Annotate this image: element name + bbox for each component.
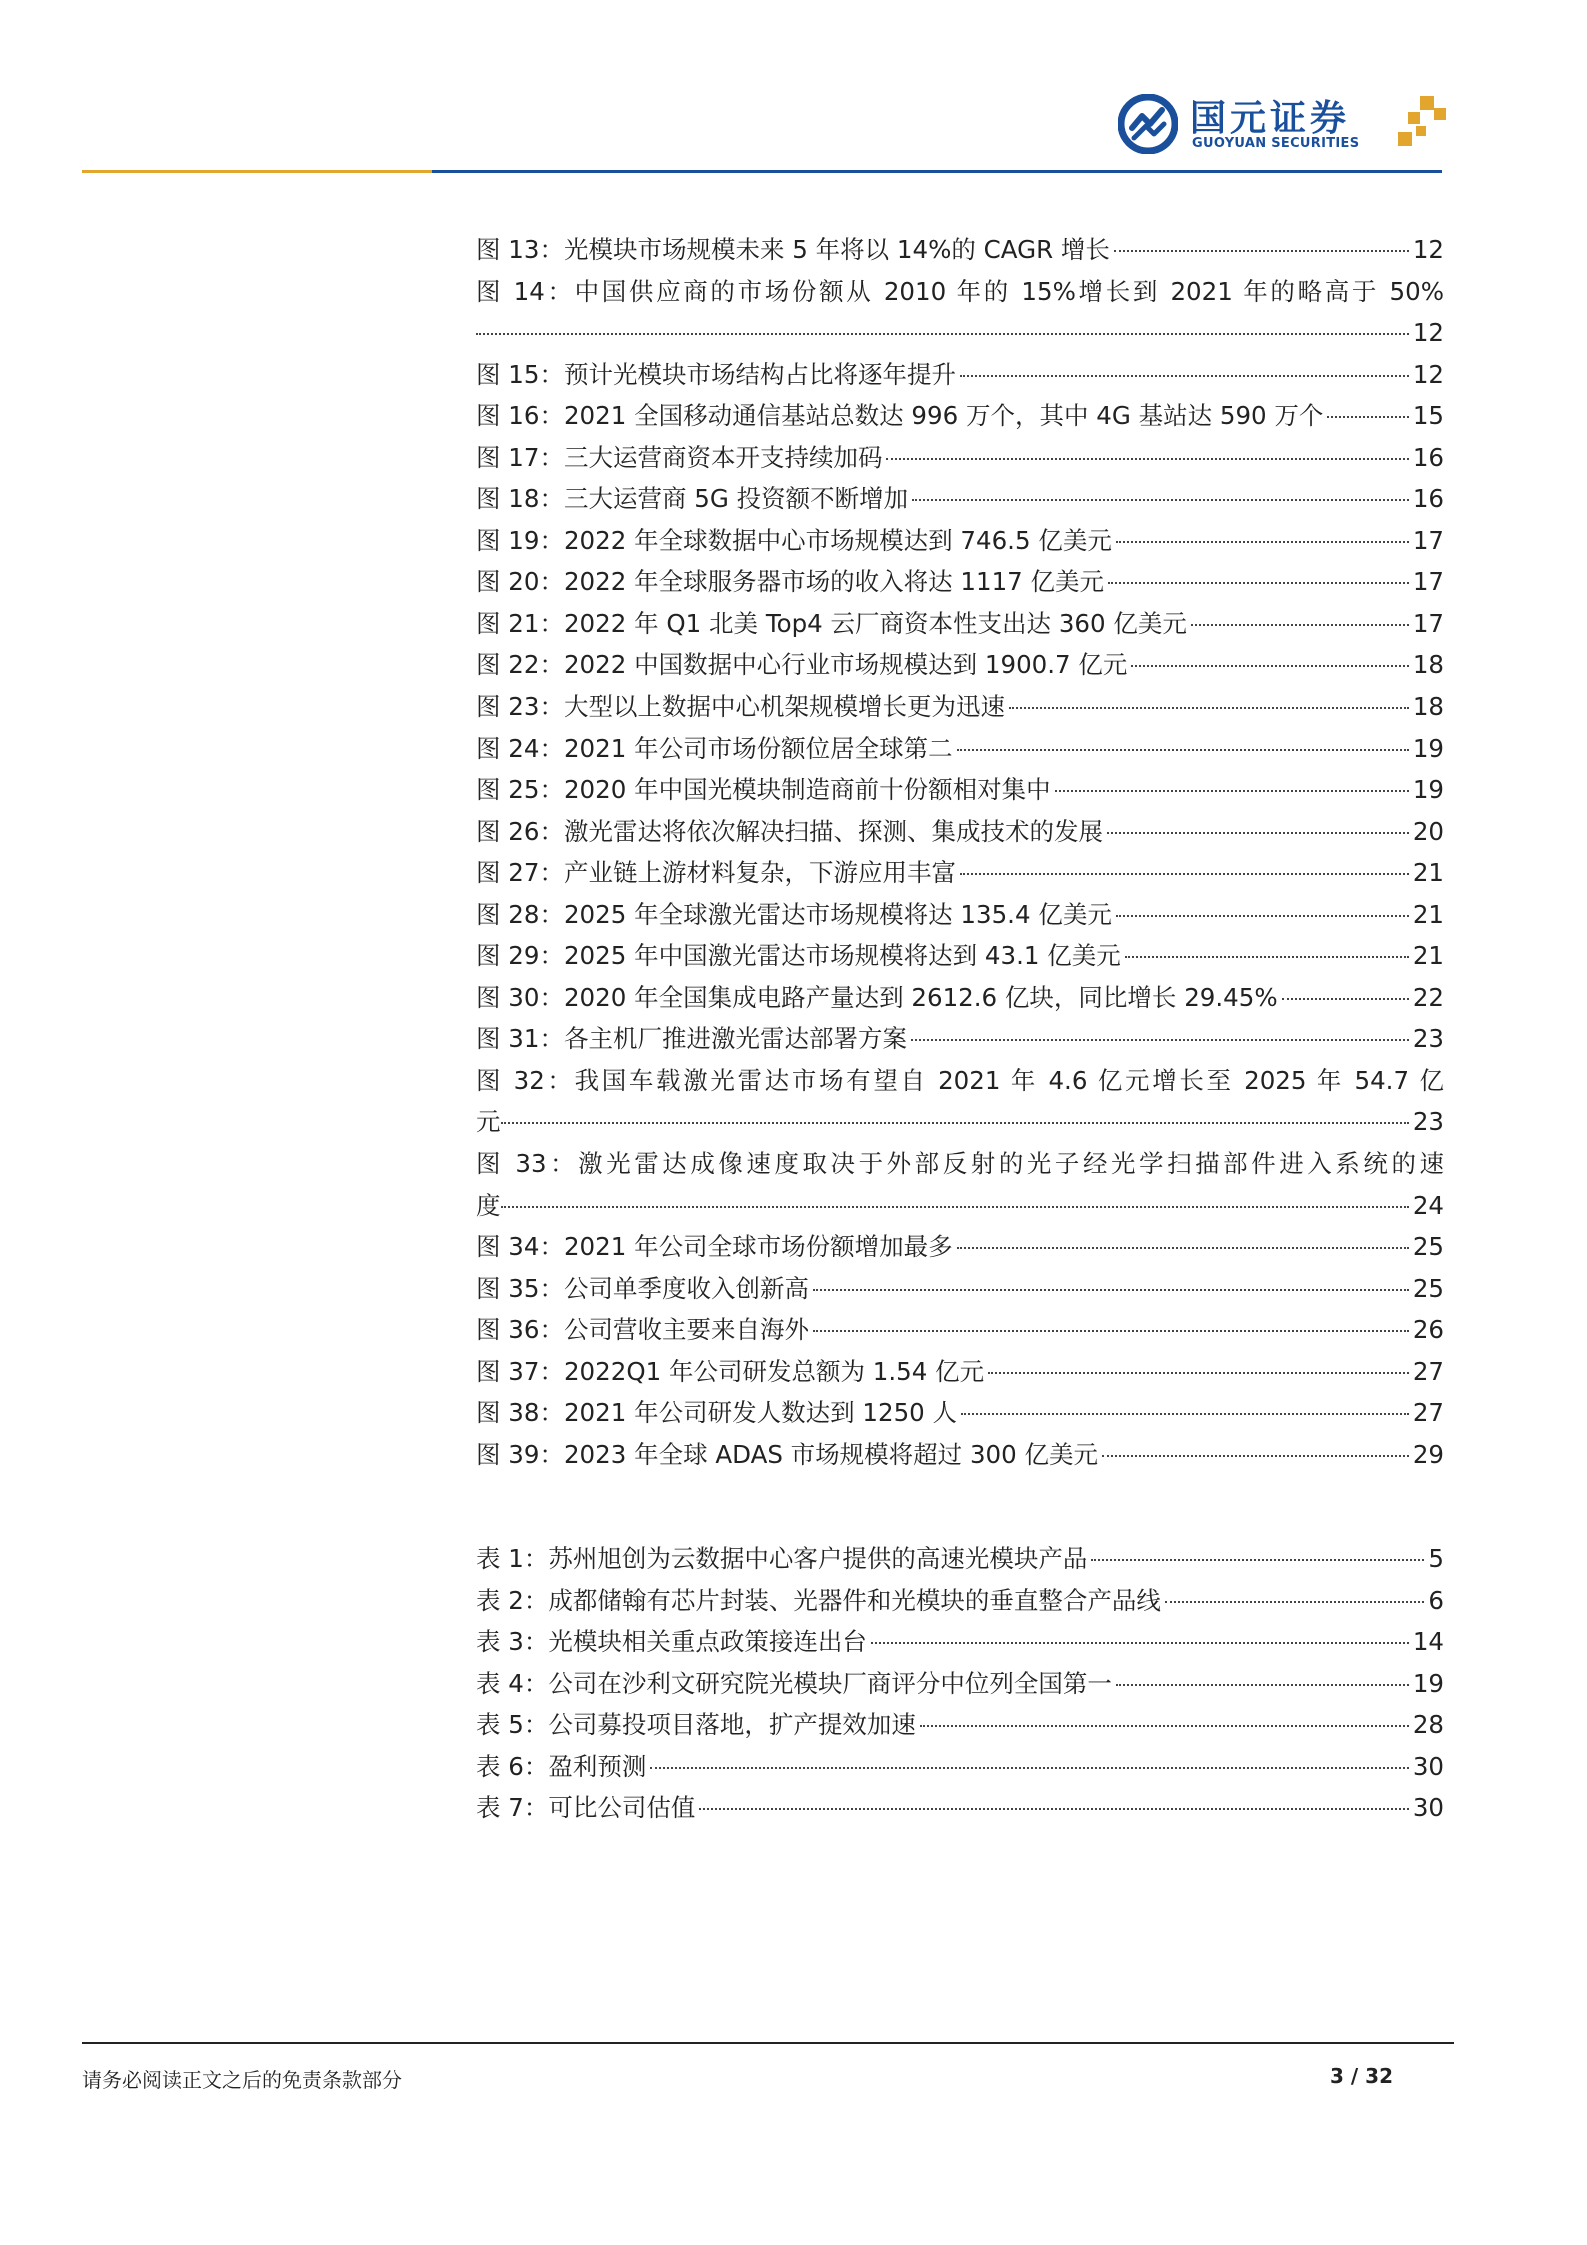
toc-entry-page: 26 (1412, 1315, 1444, 1345)
toc-leader-dots (501, 1122, 1409, 1124)
toc-entry-label-continuation: 元 (476, 1107, 501, 1137)
toc-entry-label: 图 14：中国供应商的市场份额从 2010 年的 15%增长到 2021 年的略高于 50% (476, 276, 1444, 306)
toc-entry-label: 表 1：苏州旭创为云数据中心客户提供的高速光模块产品 (476, 1544, 1088, 1573)
toc-entry-page: 29 (1412, 1439, 1444, 1469)
toc-entry[interactable] (476, 1268, 1444, 1310)
toc-entry-page: 12 (1412, 235, 1444, 264)
toc-entry[interactable] (476, 437, 1444, 479)
toc-entry-page: 27 (1412, 1398, 1444, 1428)
toc-entry-label: 图 30：2020 年全国集成电路产量达到 2612.6 亿块，同比增长 29.45% (476, 982, 1278, 1012)
toc-entry-label-continuation: 度 (476, 1190, 501, 1220)
toc-leader-dots (871, 1642, 1409, 1644)
toc-entry[interactable] (476, 603, 1444, 645)
toc-entry-label: 图 17：三大运营商资本开支持续加码 (476, 442, 883, 472)
toc-entry-continuation[interactable] (476, 312, 1444, 354)
toc-leader-dots (1131, 665, 1408, 667)
toc-entry-page: 21 (1412, 941, 1444, 971)
toc-entry-label: 表 4：公司在沙利文研究院光模块厂商评分中位列全国第一 (476, 1668, 1112, 1698)
toc-entry-label: 图 19：2022 年全球数据中心市场规模达到 746.5 亿美元 (476, 525, 1112, 555)
company-logo (1118, 88, 1448, 154)
toc-leader-dots (813, 1289, 1409, 1291)
toc-entry-label: 图 39：2023 年全球 ADAS 市场规模将超过 300 亿美元 (476, 1439, 1099, 1469)
toc-entry-label: 图 22：2022 中国数据中心行业市场规模达到 1900.7 亿元 (476, 650, 1128, 680)
toc-entry-page: 19 (1412, 733, 1444, 763)
toc-entry-label: 图 35：公司单季度收入创新高 (476, 1273, 809, 1303)
toc-entry-page: 21 (1412, 858, 1444, 888)
toc-entry-page: 19 (1412, 775, 1444, 805)
toc-leader-dots (1091, 1559, 1424, 1561)
footer-rule (82, 2042, 1454, 2044)
toc-leader-dots (1102, 1455, 1409, 1457)
toc-leader-dots (1009, 707, 1409, 709)
toc-entry[interactable] (476, 852, 1444, 894)
toc-leader-dots (1055, 790, 1409, 792)
toc-leader-dots (920, 1725, 1409, 1727)
toc-leader-dots (476, 333, 1409, 335)
toc-entry-page: 24 (1412, 1190, 1444, 1220)
toc-entry-label: 图 29：2025 年中国激光雷达市场规模将达到 43.1 亿美元 (476, 941, 1121, 971)
toc-entry[interactable] (476, 1663, 1444, 1705)
toc-entry[interactable] (476, 728, 1444, 770)
toc-leader-dots (813, 1330, 1409, 1332)
toc-entry[interactable] (476, 520, 1444, 562)
toc-leader-dots (886, 458, 1408, 460)
toc-entry[interactable] (476, 935, 1444, 977)
toc-entry-label: 图 13：光模块市场规模未来 5 年将以 14%的 CAGR 增长 (476, 235, 1110, 264)
toc-entry-page: 18 (1412, 650, 1444, 680)
toc-entry-page: 30 (1412, 1793, 1444, 1823)
toc-entry-label: 图 23：大型以上数据中心机架规模增长更为迅速 (476, 692, 1005, 722)
toc-entry-label: 图 15：预计光模块市场结构占比将逐年提升 (476, 359, 956, 389)
toc-entry-page: 17 (1412, 567, 1444, 597)
toc-entry-continuation[interactable] (476, 1101, 1444, 1143)
toc-entry-page: 21 (1412, 899, 1444, 929)
toc-entry[interactable] (476, 1226, 1444, 1268)
toc-entry[interactable] (476, 1580, 1444, 1622)
toc-entry-label: 表 2：成都储翰有芯片封装、光器件和光模块的垂直整合产品线 (476, 1585, 1161, 1615)
toc-entry-label: 图 25：2020 年中国光模块制造商前十份额相对集中 (476, 775, 1051, 805)
toc-entry[interactable] (476, 1787, 1444, 1829)
toc-leader-dots (1282, 998, 1409, 1000)
toc-leader-dots (650, 1767, 1408, 1769)
figure-index-list (476, 229, 1444, 1475)
toc-entry-label: 图 28：2025 年全球激光雷达市场规模将达 135.4 亿美元 (476, 899, 1112, 929)
toc-entry[interactable] (476, 1434, 1444, 1476)
toc-entry-label: 图 38：2021 年公司研发人数达到 1250 人 (476, 1398, 958, 1428)
header-rule-gold (82, 170, 432, 173)
toc-leader-dots (957, 1247, 1409, 1249)
toc-entry-page: 12 (1412, 318, 1444, 348)
toc-leader-dots (1327, 416, 1408, 418)
toc-entry-label: 图 24：2021 年公司市场份额位居全球第二 (476, 733, 953, 763)
toc-leader-dots (1114, 250, 1409, 252)
toc-leader-dots (1191, 624, 1409, 626)
toc-entry[interactable] (476, 1621, 1444, 1663)
toc-entry-label: 图 36：公司营收主要来自海外 (476, 1315, 809, 1345)
toc-entry-page: 22 (1412, 982, 1444, 1012)
toc-entry-label: 表 5：公司募投项目落地，扩产提效加速 (476, 1710, 916, 1740)
toc-entry-page: 23 (1412, 1107, 1444, 1137)
toc-entry[interactable] (476, 229, 1444, 271)
toc-entry[interactable] (476, 1538, 1444, 1580)
toc-entry-page: 6 (1428, 1585, 1444, 1615)
toc-entry[interactable] (476, 769, 1444, 811)
toc-entry-page: 20 (1412, 816, 1444, 846)
footer-disclaimer: 请务必阅读正文之后的免责条款部分 (82, 2068, 402, 2092)
toc-leader-dots (988, 1372, 1409, 1374)
toc-entry[interactable] (476, 478, 1444, 520)
toc-entry[interactable] (476, 1746, 1444, 1788)
toc-entry-page: 18 (1412, 692, 1444, 722)
toc-entry[interactable] (476, 395, 1444, 437)
toc-leader-dots (1116, 1684, 1409, 1686)
toc-leader-dots (1116, 915, 1409, 917)
toc-entry-page: 27 (1412, 1356, 1444, 1386)
toc-leader-dots (1107, 832, 1409, 834)
table-index-list (476, 1538, 1444, 1829)
toc-entry-label: 图 21：2022 年 Q1 北美 Top4 云厂商资本性支出达 360 亿美元 (476, 608, 1187, 638)
toc-entry-label: 图 26：激光雷达将依次解决扫描、探测、集成技术的发展 (476, 816, 1103, 846)
toc-entry-label: 图 31：各主机厂推进激光雷达部署方案 (476, 1024, 907, 1054)
toc-entry-label: 图 37：2022Q1 年公司研发总额为 1.54 亿元 (476, 1356, 985, 1386)
toc-leader-dots (1125, 956, 1409, 958)
toc-entry-page: 25 (1412, 1273, 1444, 1303)
header-rule-blue (432, 170, 1442, 173)
toc-entry[interactable] (476, 1309, 1444, 1351)
toc-entry-page: 19 (1412, 1668, 1444, 1698)
toc-leader-dots (960, 873, 1409, 875)
toc-entry[interactable] (476, 1018, 1444, 1060)
toc-entry-page: 16 (1412, 442, 1444, 472)
toc-leader-dots (501, 1206, 1409, 1208)
page-number: 3 / 32 (1330, 2064, 1393, 2088)
logo-chinese-name: 国元证券 (1190, 98, 1351, 139)
toc-entry-label: 表 3：光模块相关重点政策接连出台 (476, 1627, 867, 1657)
toc-leader-dots (961, 1413, 1409, 1415)
toc-entry-page: 25 (1412, 1232, 1444, 1262)
toc-entry-page: 16 (1412, 484, 1444, 514)
toc-entry-label: 图 16：2021 全国移动通信基站总数达 996 万个，其中 4G 基站达 590 万个 (476, 401, 1324, 431)
toc-entry[interactable] (476, 977, 1444, 1019)
toc-entry-page: 14 (1412, 1627, 1444, 1657)
toc-leader-dots (699, 1808, 1408, 1810)
toc-entry-label: 图 18：三大运营商 5G 投资额不断增加 (476, 484, 909, 514)
toc-leader-dots (911, 1039, 1409, 1041)
toc-entry[interactable] (476, 1392, 1444, 1434)
toc-entry[interactable] (476, 354, 1444, 396)
toc-entry-label: 表 6：盈利预测 (476, 1751, 647, 1781)
toc-entry[interactable] (476, 894, 1444, 936)
toc-leader-dots (1116, 541, 1409, 543)
toc-leader-dots (912, 499, 1409, 501)
toc-entry-page: 12 (1412, 359, 1444, 389)
toc-entry[interactable] (476, 271, 1444, 313)
toc-entry-continuation[interactable] (476, 1185, 1444, 1227)
toc-leader-dots (957, 749, 1409, 751)
toc-entry[interactable] (476, 811, 1444, 853)
toc-entry-page: 5 (1428, 1544, 1444, 1573)
toc-entry[interactable] (476, 1351, 1444, 1393)
toc-leader-dots (960, 375, 1409, 377)
toc-entry[interactable] (476, 1060, 1444, 1102)
toc-entry[interactable] (476, 561, 1444, 603)
toc-entry[interactable] (476, 644, 1444, 686)
toc-entry-page: 17 (1412, 525, 1444, 555)
toc-entry[interactable] (476, 686, 1444, 728)
toc-entry-label: 图 20：2022 年全球服务器市场的收入将达 1117 亿美元 (476, 567, 1105, 597)
toc-entry-label: 图 34：2021 年公司全球市场份额增加最多 (476, 1232, 953, 1262)
toc-entry-label: 图 32：我国车载激光雷达市场有望自 2021 年 4.6 亿元增长至 2025 年 54.7 亿 (476, 1065, 1444, 1095)
toc-entry[interactable] (476, 1704, 1444, 1746)
toc-entry-label: 图 27：产业链上游材料复杂，下游应用丰富 (476, 858, 956, 888)
toc-entry-page: 17 (1412, 608, 1444, 638)
toc-leader-dots (1165, 1601, 1425, 1603)
toc-entry-page: 15 (1412, 401, 1444, 431)
toc-entry-page: 28 (1412, 1710, 1444, 1740)
toc-entry[interactable] (476, 1143, 1444, 1185)
toc-entry-label: 表 7：可比公司估值 (476, 1793, 696, 1823)
toc-entry-page: 23 (1412, 1024, 1444, 1054)
logo-english-name: GUOYUAN SECURITIES (1192, 136, 1360, 151)
toc-entry-page: 30 (1412, 1751, 1444, 1781)
logo-squares-icon (1390, 96, 1448, 154)
toc-leader-dots (1108, 582, 1409, 584)
toc-entry-label: 图 33：激光雷达成像速度取决于外部反射的光子经光学扫描部件进入系统的速 (476, 1149, 1444, 1179)
logo-emblem-icon (1118, 94, 1178, 154)
